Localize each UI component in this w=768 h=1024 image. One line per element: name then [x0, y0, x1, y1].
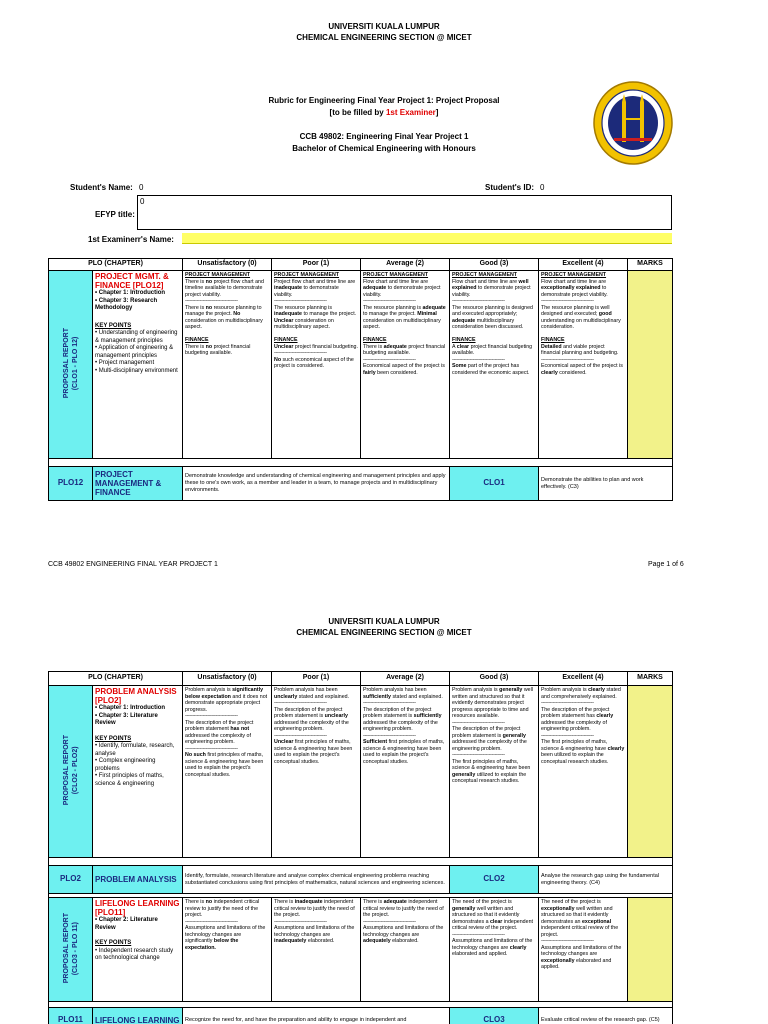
plo-title: LIFELONG LEARNING [PLO11] [95, 899, 180, 917]
bottom-clo-code: CLO1 [450, 467, 539, 501]
marks-cell[interactable] [628, 686, 673, 858]
rubric-table-plo12 [48, 258, 673, 501]
examiner-name-field[interactable] [182, 233, 672, 244]
criteria-excellent: Problem analysis is clearly stated and comprehensively explained. ------------------------------------ The description of the project problem statement has clearly addressed the complexity of engineering problem. ------------------------------------ The first principles of maths, science & engineering have clearly been utilized to explain the conceptual research studies. [539, 686, 628, 858]
efyp-title-label: EFYP title: [95, 210, 135, 219]
criteria-poor: PROJECT MANAGEMENT Project flow chart and time line are inadequate to demonstrate viability. ------------------------------------ The resource planning is inadequate to manage the project. Unclear consideration on multidisciplinary aspect. FINANCE Unclear project financial budgeting. ------------------------------------ No such economical aspect of the project is considered. [272, 271, 361, 459]
side-label: PROPOSAL REPORT (CLO2 - PLO2) [49, 686, 93, 858]
criteria-good: Problem analysis is generally well written and structured so that it evidently demonstrates project progress appropriate to time and resources available. ------------------------------------ The description of the project problem statement is generally addressed the complexity of the engineering problem. ------------------------------------ The first principles of maths, science & engineering have been generally utilized to explain the conceptual research studies. [450, 686, 539, 858]
bottom-clo-description: Evaluate critical review of the research gap. (C5) [539, 1008, 673, 1024]
header-marks: MARKS [628, 259, 673, 271]
header-poor: Poor (1) [272, 672, 361, 686]
student-id-value[interactable]: 0 [540, 183, 545, 192]
bottom-plo-name: PROBLEM ANALYSIS [93, 866, 183, 894]
bottom-plo-description: Identify, formulate, research literature and analyse complex chemical engineering problems reaching substantiated conclusions using first principles of mathematics, natural sciences and engineering sciences. [183, 866, 450, 894]
header-excellent: Excellent (4) [539, 672, 628, 686]
bottom-clo-description: Analyse the research gap using the fundamental engineering theory. (C4) [539, 866, 673, 894]
header-marks: MARKS [628, 672, 673, 686]
chapter-item: • Chapter 2: Literature Review [95, 917, 158, 931]
bottom-clo-description: Demonstrate the abilities to plan and work effectively. (C3) [539, 467, 673, 501]
header-average: Average (2) [361, 672, 450, 686]
university-title: UNIVERSITI KUALA LUMPUR [328, 22, 440, 31]
plo-title: PROBLEM ANALYSIS [PLO2] [95, 687, 177, 705]
key-point-item: • Identify, formulate, research, analyse [95, 743, 175, 757]
criteria-unsatisfactory: There is no independent critical review to justify the need of the project. ------------------------------------ Assumptions and limitations of the technology changes are significantly below the expectation. [183, 898, 272, 1002]
bottom-plo-description: Recognize the need for, and have the preparation and ability to engage in independent and [183, 1008, 450, 1024]
header-unsatisfactory: Unsatisfactory (0) [183, 672, 272, 686]
university-title: UNIVERSITI KUALA LUMPUR [328, 617, 440, 626]
key-point-item: • Multi-disciplinary environment [95, 367, 178, 374]
efyp-title-box[interactable] [137, 195, 672, 230]
key-points-label: KEY POINTS [95, 940, 132, 947]
chapter-item: • Chapter 1: Introduction [95, 705, 166, 711]
bottom-clo-code: CLO3 [450, 1008, 539, 1024]
header-good: Good (3) [450, 259, 539, 271]
key-point-item: • Complex engineering problems [95, 758, 156, 772]
section-title: CHEMICAL ENGINEERING SECTION @ MICET [296, 628, 472, 637]
plo-cell [93, 898, 183, 1002]
criteria-average: There is adequate independent critical review to justify the need of the project. ------------------------------------ Assumptions and limitations of the technology changes are adequately elaborated. [361, 898, 450, 1002]
header-excellent: Excellent (4) [539, 259, 628, 271]
criteria-good: PROJECT MANAGEMENT Flow chart and time line are well explained to demonstrate project viability. ------------------------------------ The resource planning is designed and executed appropriately; adequate multidisciplinary consideration been discussed. FINANCE A clear project financial budgeting available. ------------------------------------ Some part of the project has considered the economic aspect. [450, 271, 539, 459]
bottom-plo-code: PLO11 [49, 1008, 93, 1024]
criteria-poor: Problem analysis has been unclearly stated and explained. ------------------------------------ The description of the project problem statement is unclearly addressed the complexity of the engineering problem. ------------------------------------ Unclear first principles of maths, science & engineering have been used to explain the project's conceptual studies. [272, 686, 361, 858]
criteria-excellent: PROJECT MANAGEMENT Flow chart and time line are exceptionally explained to demonstrate project viability. ------------------------------------ The resource planning is well designed and executed; good understanding on multidisciplinary consideration. FINANCE Detailed and viable project financial planning and budgeting. ------------------------------------ Economical aspect of the project is clearly considered. [539, 271, 628, 459]
key-point-item: • Project management [95, 360, 155, 367]
key-point-item: • Understanding of engineering & management principles [95, 330, 178, 344]
criteria-unsatisfactory: Problem analysis is significantly below expectation and it does not demonstrate appropriate project progress. ------------------------------------ The description of the project problem statement has not addressed the complexity of engineering problem. ------------------------------------ No such first principles of maths, science & engineering have been used to explain the project's conceptual studies. [183, 686, 272, 858]
header-good: Good (3) [450, 672, 539, 686]
bottom-plo-description: Demonstrate knowledge and understanding of chemical engineering and management principles and apply these to one's own work, as a member and leader in a team, to manage projects and in multidisciplinary environments. [183, 467, 450, 501]
criteria-unsatisfactory: PROJECT MANAGEMENT There is no project flow chart and timeline available to demonstrate project viability. ------------------------------------ There is no resource planning to manage the project. No consideration on multidisciplinary aspect. FINANCE There is no project financial budgeting available. [183, 271, 272, 459]
header-plo: PLO (CHAPTER) [49, 672, 183, 686]
key-points-label: KEY POINTS [95, 322, 132, 329]
examiner-name-label: 1st Examinerr's Name: [88, 235, 174, 244]
criteria-poor: There is inadequate independent critical review to justify the need of the project. ------------------------------------ Assumptions and limitations of the technology changes are inadequately elaborated. [272, 898, 361, 1002]
footer-page: Page 1 of 6 [648, 561, 684, 568]
criteria-average: PROJECT MANAGEMENT Flow chart and time line are adequate to demonstrate project viability. ------------------------------------ The resource planning is adequate to manage the project. Minimal consideration on multidisciplinary aspect. FINANCE There is adequate project financial budgeting available. ------------------------------------ Economical aspect of the project is fairly been considered. [361, 271, 450, 459]
student-name-label: Student's Name: [70, 183, 133, 192]
key-points-label: KEY POINTS [95, 735, 132, 742]
criteria-excellent: The need of the project is exceptionally well written and structured so that it evidently demonstrates an exceptional independent critical review of the project. ------------------------------------ Assumptions and limitations of the technology changes are exceptionally elaborated and applied. [539, 898, 628, 1002]
chapter-item: • Chapter 3: Research Methodology [95, 297, 158, 312]
key-point-item: • Application of engineering & management principles [95, 345, 174, 359]
efyp-title-value: 0 [140, 197, 145, 206]
bottom-clo-code: CLO2 [450, 866, 539, 894]
header-average: Average (2) [361, 259, 450, 271]
header-poor: Poor (1) [272, 259, 361, 271]
criteria-average: Problem analysis has been sufficiently stated and explained. ------------------------------------ The description of the project problem statement is sufficiently addressed the complexity of the engineering problem. ------------------------------------ Sufficient first principles of maths, science & engineering have been used to explain the project's conceptual studies. [361, 686, 450, 858]
header-unsatisfactory: Unsatisfactory (0) [183, 259, 272, 271]
marks-cell[interactable] [628, 898, 673, 1002]
criteria-good: The need of the project is generally well written and structured so that it evidently demonstrates a clear independent critical review of the project. ------------------------------------ Assumptions and limitations of the technology changes are clearly elaborated and applied. [450, 898, 539, 1002]
bottom-plo-name: PROJECT MANAGEMENT & FINANCE [93, 467, 183, 501]
section-title: CHEMICAL ENGINEERING SECTION @ MICET [296, 33, 472, 42]
fill-instruction: [to be filled by 1st Examiner] [329, 108, 439, 117]
plo-cell [93, 271, 183, 459]
programme-name: Bachelor of Chemical Engineering with Honours [292, 144, 476, 153]
rubric-title: Rubric for Engineering Final Year Project 1: Project Proposal [268, 96, 500, 105]
key-point-item: • First principles of maths, science & engineering [95, 773, 164, 787]
student-name-value[interactable]: 0 [139, 183, 144, 192]
header-plo: PLO (CHAPTER) [49, 259, 183, 271]
rubric-table-plo2-plo11 [48, 671, 673, 1024]
footer-course: CCB 49802 ENGINEERING FINAL YEAR PROJECT 1 [48, 561, 218, 568]
plo-title: PROJECT MGMT. & FINANCE [PLO12] [95, 272, 169, 290]
chapter-item: • Chapter 3: Literature Review [95, 712, 158, 727]
bottom-plo-name: LIFELONG LEARNING [93, 1008, 183, 1024]
course-code: CCB 49802: Engineering Final Year Project 1 [299, 132, 469, 141]
student-id-label: Student's ID: [485, 183, 535, 192]
side-label: PROPOSAL REPORT (CLO1 - PLO 12) [49, 271, 93, 459]
bottom-plo-code: PLO12 [49, 467, 93, 501]
chapter-item: • Chapter 1: Introduction [95, 290, 166, 296]
marks-cell[interactable] [628, 271, 673, 459]
plo-cell [93, 686, 183, 858]
bottom-plo-code: PLO2 [49, 866, 93, 894]
side-label: PROPOSAL REPORT (CLO3 - PLO 11) [49, 898, 93, 1002]
key-point-item: • Independent research study on technological change [95, 947, 174, 962]
university-logo [592, 80, 674, 166]
